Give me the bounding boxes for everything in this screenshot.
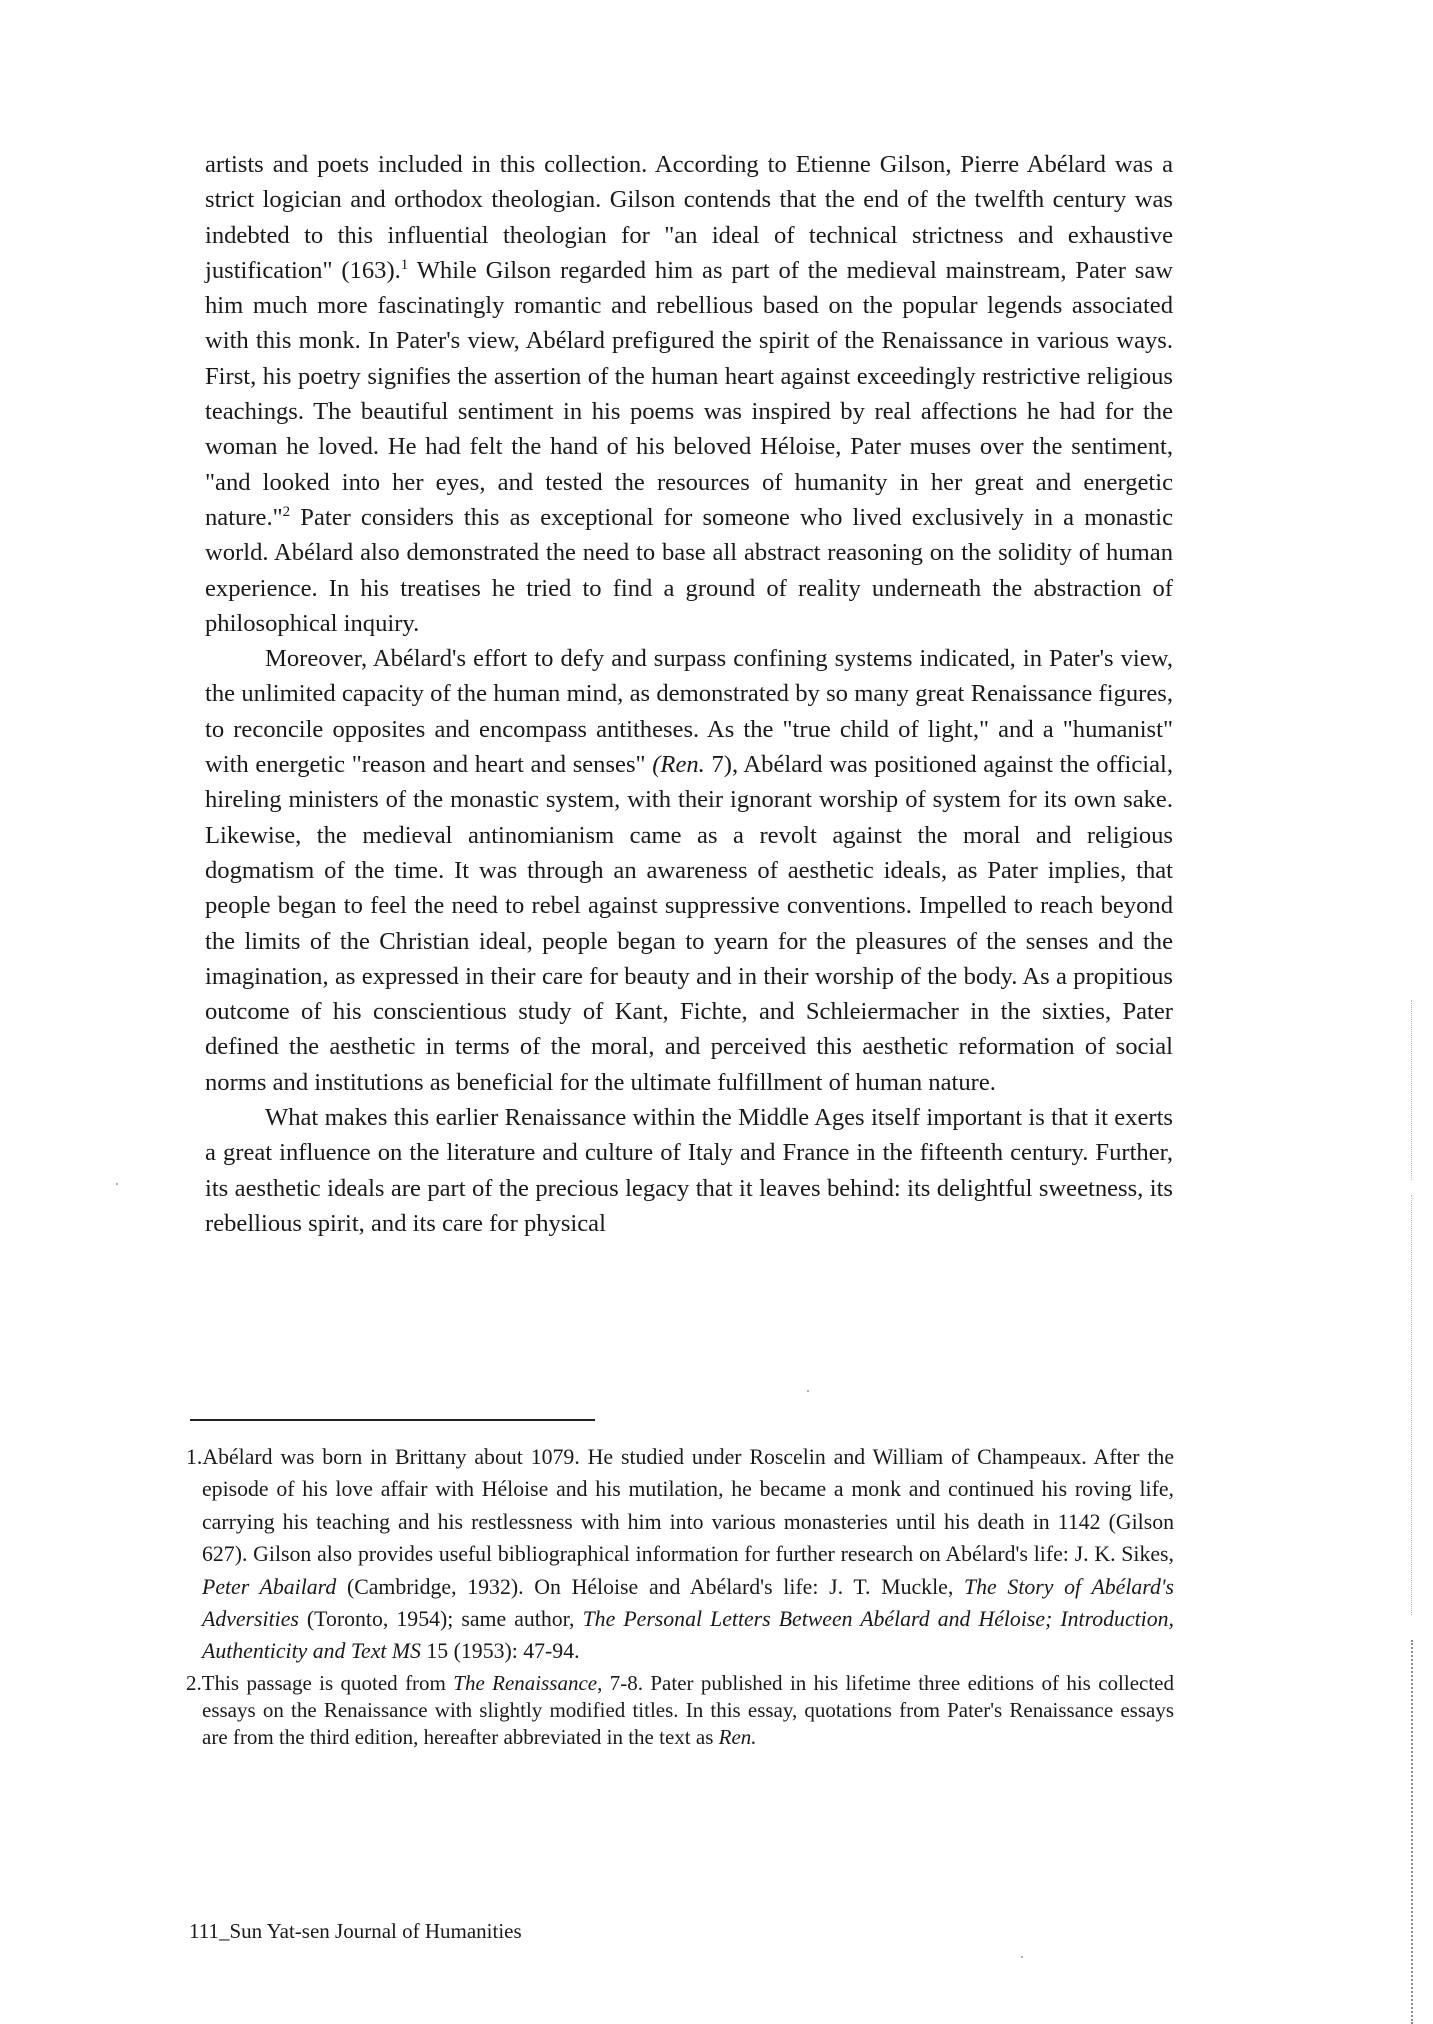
paragraph-2-citation: (Ren. — [652, 751, 705, 779]
scan-speck — [807, 1390, 809, 1392]
footnotes — [186, 1441, 1174, 1753]
footnote-ref-2: 2 — [282, 503, 291, 520]
scan-speck — [1021, 1956, 1023, 1958]
paragraph-3-text-1: What makes this earlier Renaissance within the Middle Ages itself important is that it exerts a great influence on the literature and culture of Italy and France in the fifteenth century. Further, its aesthetic ideals are part of the precious legacy that it leaves behind: its delightful sweetness, its rebellious spirit, and its care for physical — [205, 1104, 1173, 1237]
footnote-2-text-1: 2.This passage is quoted from — [186, 1670, 454, 1695]
footnote-1-title-1: Peter Abailard — [202, 1574, 337, 1599]
footnote-2-title-1: The Renaissance — [453, 1670, 598, 1695]
paragraph-2-text-2: 7), Abélard was positioned against the official, hireling ministers of the monastic system, with their ignorant worship of system for its own sake. Likewise, the medieval antinomianism came as a revolt against the moral and religious dogmatism of the time. It was through an awareness of aesthetic ideals, as Pater implies, that people began to feel the need to rebel against suppressive conventions. Impelled to reach beyond the limits of the Christian ideal, people began to yearn for the pleasures of the senses and the imagination, as expressed in their care for beauty and in their worship of the body. As a propitious outcome of his conscientious study of Kant, Fichte, and Schleiermacher in the sixties, Pater defined the aesthetic in terms of the moral, and perceived this aesthetic reformation of social norms and institutions as beneficial for the ultimate fulfillment of human nature. — [205, 751, 1173, 1096]
scan-speck — [116, 1183, 118, 1185]
scan-edge-mark — [1411, 1640, 1413, 2024]
footnote-1-title-3: The Personal Letters Between Abélard and Héloise; Introduction, Authenticity and Text MS — [202, 1607, 1174, 1664]
footnote-1-text-1: 1.Abélard was born in Brittany about 1079. He studied under Roscelin and William of Champeaux. After the episode of his love affair with Héloise and his mutilation, he became a monk and continued his roving life, carrying his teaching and his restlessness with him into various monasteries until his death in 1142 (Gilson 627). Gilson also provides useful bibliographical information for further research on Abélard's life: J. K. Sikes, — [186, 1445, 1174, 1567]
scan-edge-mark — [1411, 1195, 1412, 1615]
footnote-2 — [186, 1670, 1174, 1751]
footnote-1-text-2: (Cambridge, 1932). On Héloise and Abélard's life: J. T. Muckle, — [336, 1574, 964, 1599]
paragraph-2 — [205, 641, 1173, 1100]
footnote-1 — [186, 1441, 1174, 1668]
body-text — [205, 147, 1173, 1241]
paragraph-1 — [205, 147, 1173, 641]
footnote-1-text-4: 15 (1953): 47-94. — [420, 1639, 580, 1664]
footnote-1-title-2: The Story of Abélard's Adversities — [202, 1574, 1174, 1632]
footnote-1-text-3: (Toronto, 1954); same author, — [298, 1607, 583, 1632]
paragraph-1-text-2: While Gilson regarded him as part of the medieval mainstream, Pater saw him much more fascinatingly romantic and rebellious based on the popular legends associated with this monk. In Pater's view, Abélard prefigured the spirit of the Renaissance in various ways. First, his poetry signifies the assertion of the human heart against exceedingly restrictive religious teachings. The beautiful sentiment in his poems was inspired by real affections he had for the woman he loved. He had felt the hand of his beloved Héloise, Pater muses over the sentiment, "and looked into her eyes, and tested the resources of humanity in her great and energetic nature." — [205, 256, 1173, 531]
paragraph-2-text-1: Moreover, Abélard's effort to defy and surpass confining systems indicated, in Pater's view, the unlimited capacity of the human mind, as demonstrated by so many great Renaissance figures, to reconcile opposites and encompass antitheses. As the "true child of light," and a "humanist" with energetic "reason and heart and senses" — [205, 645, 1173, 779]
paragraph-1-text-3: Pater considers this as exceptional for someone who lived exclusively in a monastic world. Abélard also demonstrated the need to base all abstract reasoning on the solidity of human experience. In his treatises he tried to find a ground of reality underneath the abstraction of philosophical inquiry. — [205, 503, 1173, 637]
scan-edge-mark — [1411, 1000, 1412, 1180]
footnote-ref-1: 1 — [400, 256, 409, 273]
paragraph-1-text-1: artists and poets included in this collection. According to Etienne Gilson, Pierre Abélard was a strict logician and orthodox theologian. Gilson contends that the end of the twelfth century was indebted to this influential theologian for "an ideal of technical strictness and exhaustive justification" (163). — [205, 151, 1173, 284]
paragraph-3 — [205, 1100, 1173, 1241]
footnote-divider — [190, 1419, 595, 1421]
footnote-2-abbrev: Ren. — [718, 1724, 757, 1749]
running-footer: 111_Sun Yat-sen Journal of Humanities — [189, 1919, 522, 1943]
footnote-2-text-2: , 7-8. Pater published in his lifetime three editions of his collected essays on the Renaissance with slightly modified titles. In this essay, quotations from Pater's Renaissance essays are from the third edition, hereafter abbreviated in the text as — [202, 1670, 1174, 1749]
